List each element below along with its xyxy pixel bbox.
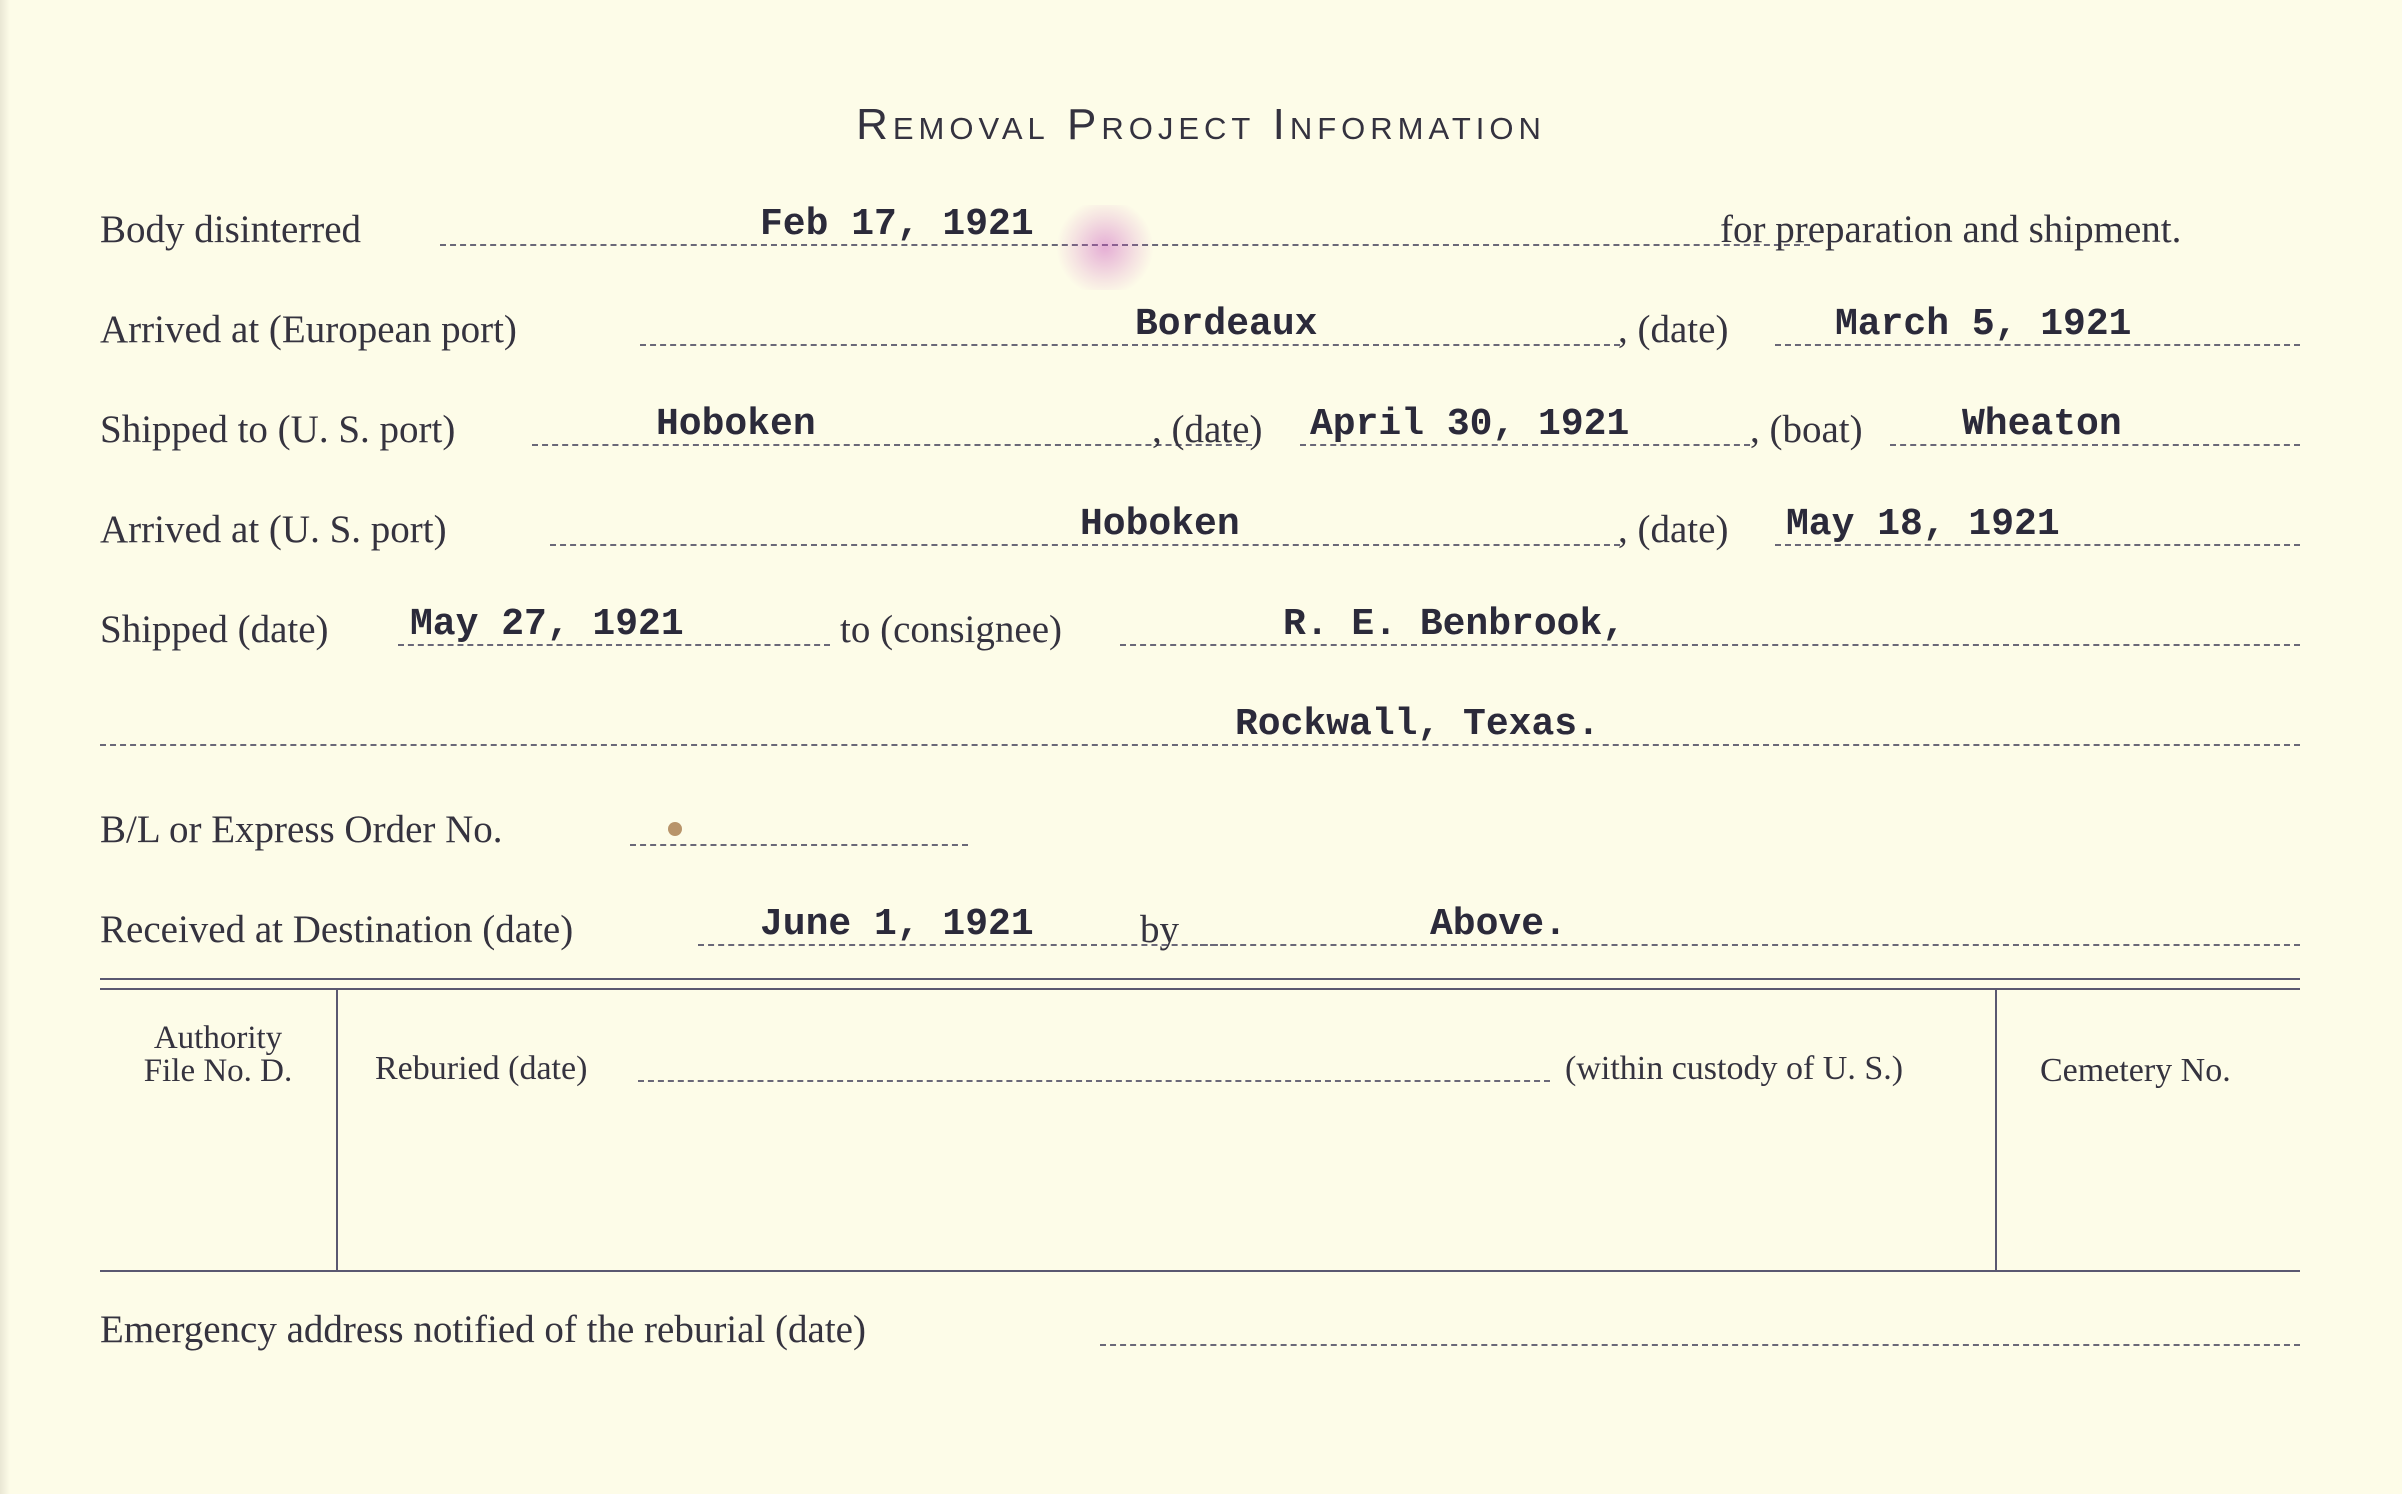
shipped-us-label: Shipped to (U. S. port) — [100, 408, 456, 451]
disinterred-value: Feb 17, 1921 — [760, 203, 1034, 246]
bl-label: B/L or Express Order No. — [100, 808, 503, 851]
box-top-rule-2 — [100, 988, 2300, 990]
reburied-label: Reburied (date) — [375, 1050, 588, 1087]
address-line — [100, 744, 2300, 746]
consignee-address: Rockwall, Texas. — [1235, 703, 1600, 746]
shipped-us-port-line — [532, 444, 1252, 446]
row-arrived-us — [100, 490, 2300, 560]
authority-line2: File No. D. — [143, 1053, 293, 1089]
arrived-europe-port-line — [640, 344, 1620, 346]
received-date: June 1, 1921 — [760, 903, 1034, 946]
consignee-name: R. E. Benbrook, — [1283, 603, 1626, 646]
arrived-us-port: Hoboken — [1080, 503, 1240, 546]
stain-spot — [668, 822, 682, 836]
disinterred-label: Body disinterred — [100, 208, 362, 251]
arrived-europe-date: March 5, 1921 — [1835, 303, 2132, 346]
shipped-us-date-label: , (date) — [1152, 408, 1263, 451]
row-shipped — [100, 590, 2300, 660]
row-address — [100, 690, 2300, 760]
emergency-line — [1100, 1344, 2300, 1346]
reburied-line — [638, 1080, 1550, 1082]
received-by: Above. — [1430, 903, 1567, 946]
consignee-label: to (consignee) — [840, 608, 1063, 651]
received-by-label: by — [1140, 908, 1179, 951]
arrived-europe-label: Arrived at (European port) — [100, 308, 517, 351]
row-shipped-us — [100, 390, 2300, 460]
row-received — [100, 890, 2300, 960]
card-title: Removal Project Information — [856, 100, 1546, 149]
shipped-us-port: Hoboken — [656, 403, 816, 446]
box-top-rule-1 — [100, 978, 2300, 980]
arrived-europe-port: Bordeaux — [1135, 303, 1318, 346]
shipped-us-boat: Wheaton — [1962, 403, 2122, 446]
shipped-date: May 27, 1921 — [410, 603, 684, 646]
arrived-europe-date-label: , (date) — [1618, 308, 1729, 351]
custody-label: (within custody of U. S.) — [1565, 1050, 1904, 1087]
authority-label — [110, 1022, 326, 1088]
received-label: Received at Destination (date) — [100, 908, 574, 951]
shipped-us-date: April 30, 1921 — [1310, 403, 1630, 446]
ink-stamp-smudge — [1050, 205, 1160, 290]
arrived-us-label: Arrived at (U. S. port) — [100, 508, 447, 551]
row-disinterred — [100, 190, 2300, 260]
emergency-label: Emergency address notified of the reburial (date) — [100, 1308, 866, 1351]
shipped-us-boat-label: , (boat) — [1750, 408, 1863, 451]
arrived-us-date-label: , (date) — [1618, 508, 1729, 551]
box-divider-left — [336, 990, 338, 1270]
authority-line1: Authority — [153, 1020, 283, 1056]
disinterred-suffix: for preparation and shipment. — [1720, 208, 2182, 251]
arrived-us-date: May 18, 1921 — [1786, 503, 2060, 546]
row-arrived-europe — [100, 290, 2300, 360]
shipped-label: Shipped (date) — [100, 608, 329, 651]
row-emergency — [100, 1290, 2300, 1360]
box-divider-right — [1995, 990, 1997, 1270]
box-bottom-rule — [100, 1270, 2300, 1272]
card-edge-shadow — [0, 0, 10, 1494]
cemetery-label: Cemetery No. — [2040, 1052, 2231, 1089]
received-by-line — [1200, 944, 2300, 946]
row-bl — [100, 790, 2300, 860]
bl-line — [630, 844, 968, 846]
